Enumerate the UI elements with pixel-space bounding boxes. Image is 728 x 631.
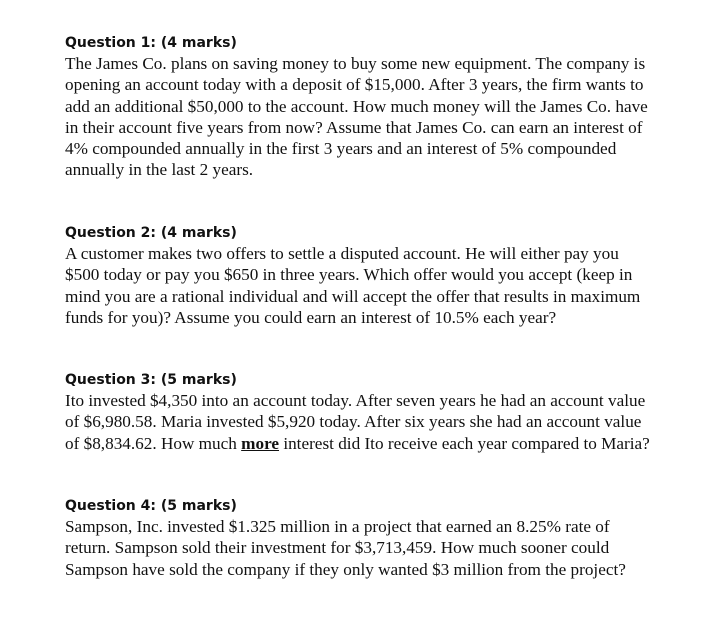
- question-3-text-before: Ito invested $4,350 into an account today. After seven years he had an account value of $6,980.58. Maria invested $5,920 today. After six years she had an account value of $8,834.62. How much: [65, 391, 646, 453]
- question-4-text: Sampson, Inc. invested $1.325 million in a project that earned an 8.25% rate of return. Sampson sold their investment for $3,713,459. How much sooner could Sampson have sold the company if they only wanted $3 million from the project?: [65, 517, 626, 579]
- question-1-text: The James Co. plans on saving money to buy some new equipment. The company is opening an account today with a deposit of $15,000. After 3 years, the firm wants to add an additional $50,000 to the account. How much money will the James Co. have in their account five years from now? Assume that James Co. can earn an interest of 4% compounded annually in the first 3 years and an interest of 5% compounded annually in the last 2 years.: [65, 54, 648, 180]
- question-4-title: Question 4: (5 marks): [65, 498, 237, 514]
- question-3-emphasis: more: [241, 433, 280, 453]
- question-1-title: Question 1: (4 marks): [65, 35, 237, 51]
- question-2-title: Question 2: (4 marks): [65, 225, 237, 241]
- question-2: [65, 223, 655, 328]
- question-3-text-after: interest did Ito receive each year compared to Maria?: [279, 433, 650, 453]
- question-3-text: [65, 390, 655, 454]
- question-2-text: A customer makes two offers to settle a disputed account. He will either pay you $500 today or pay you $650 in three years. Which offer would you accept (keep in mind you are a rational individual and will accept the offer that results in maximum funds for you)? Assume you could earn an interest of 10.5% each year?: [65, 244, 641, 327]
- question-4: [65, 496, 655, 580]
- question-3-title: Question 3: (5 marks): [65, 372, 237, 388]
- question-3: [65, 370, 655, 454]
- question-1: [65, 33, 655, 181]
